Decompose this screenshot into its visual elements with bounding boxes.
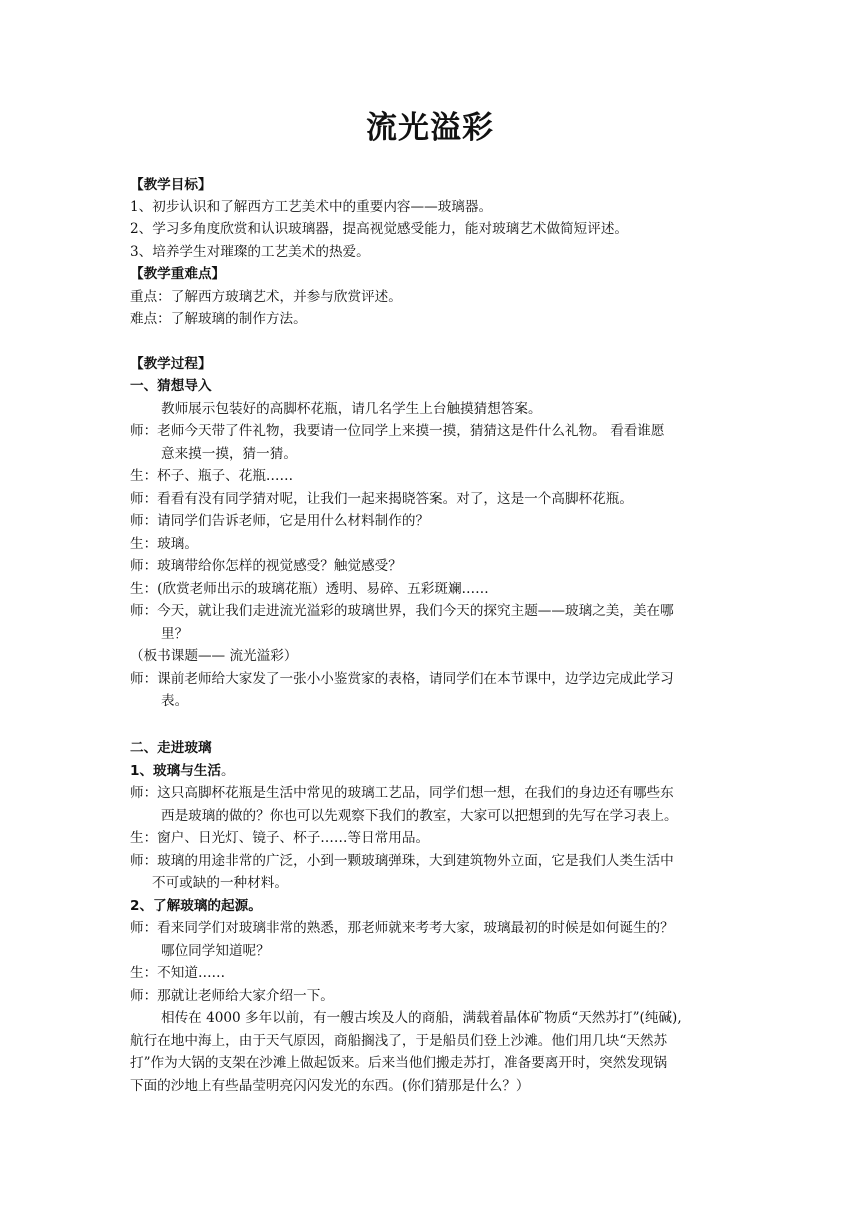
- subsection-1-title: 1、玻璃与生活: [130, 763, 222, 779]
- part2-header: 二、走进玻璃: [130, 740, 212, 756]
- dialogue-line: 生：杯子、瓶子、花瓶……: [130, 468, 294, 484]
- dialogue-line: 师：玻璃带给你怎样的视觉感受？触觉感受？: [130, 558, 402, 574]
- dialogue-line: 师：老师今天带了件礼物，我要请一位同学上来摸一摸，猜猜这是件什么礼物。 看看谁愿: [130, 423, 665, 439]
- dialogue-line: 师：看看有没有同学猜对呢，让我们一起来揭晓答案。对了，这是一个高脚杯花瓶。: [130, 491, 633, 507]
- dialogue-line: 表。: [161, 693, 189, 709]
- dialogue-line: 师：这只高脚杯花瓶是生活中常见的玻璃工艺品，同学们想一想，在我们的身边还有哪些东: [130, 785, 674, 801]
- subsection-1-header: [130, 760, 735, 782]
- story-paragraph-line: 相传在 4000 多年以前，有一艘古埃及人的商船，满载着晶体矿物质“天然苏打”(纯碱),: [161, 1010, 682, 1026]
- part1-header: 一、猜想导入: [130, 378, 212, 394]
- goal-item-2: 2、学习多角度欣赏和认识玻璃器，提高视觉感受能力，能对玻璃艺术做简短评述。: [130, 221, 629, 237]
- hard-point: 难点：了解玻璃的制作方法。: [130, 311, 307, 327]
- dialogue-line: 生：玻璃。: [130, 536, 198, 552]
- paragraph-line: 教师展示包装好的高脚杯花瓶，请几名学生上台触摸猜想答案。: [161, 401, 542, 417]
- dialogue-line: 师：课前老师给大家发了一张小小鉴赏家的表格，请同学们在本节课中，边学边完成此学习: [130, 671, 674, 687]
- story-paragraph-line: 下面的沙地上有些晶莹明亮闪闪发光的东西。(你们猜那是什么？）: [130, 1078, 530, 1094]
- dialogue-line: 师：那就让老师给大家介绍一下。: [130, 988, 334, 1004]
- subsection-2-header: 2、了解玻璃的起源。: [130, 898, 262, 914]
- dialogue-line: 生：不知道……: [130, 965, 226, 981]
- dialogue-line: 生：(欣赏老师出示的玻璃花瓶）透明、易碎、五彩斑斓……: [130, 581, 489, 597]
- dialogue-line: 师：玻璃的用途非常的广泛，小到一颗玻璃弹珠，大到建筑物外立面，它是我们人类生活中: [130, 853, 674, 869]
- dialogue-line: 意来摸一摸，猜一猜。: [161, 446, 297, 462]
- process-header: 【教学过程】: [130, 356, 212, 372]
- dialogue-line: 师：看来同学们对玻璃非常的熟悉，那老师就来考考大家，玻璃最初的时候是如何诞生的？: [130, 920, 674, 936]
- page-title: 流光溢彩: [366, 110, 494, 146]
- dialogue-line: 西是玻璃的做的？你也可以先观察下我们的教室，大家可以把想到的先写在学习表上。: [161, 808, 678, 824]
- difficulty-header: 【教学重难点】: [130, 266, 226, 282]
- key-point: 重点：了解西方玻璃艺术，并参与欣赏评述。: [130, 289, 402, 305]
- dialogue-line: 生：窗户、日光灯、镜子、杯子……等日常用品。: [130, 830, 430, 846]
- dialogue-line: 不可或缺的一种材料。: [152, 875, 288, 891]
- subsection-1-dot: 。: [221, 763, 235, 779]
- story-paragraph-line: 打”作为大锅的支架在沙滩上做起饭来。后来当他们搬走苏打，准备要离开时，突然发现锅: [130, 1055, 668, 1071]
- story-paragraph-line: 航行在地中海上，由于天气原因，商船搁浅了，于是船员们登上沙滩。他们用几块“天然苏: [130, 1033, 668, 1049]
- dialogue-line: 师：今天，就让我们走进流光溢彩的玻璃世界，我们今天的探究主题——玻璃之美，美在哪: [130, 603, 674, 619]
- board-note: （板书课题—— 流光溢彩）: [130, 648, 298, 664]
- dialogue-line: 师：请同学们告诉老师，它是用什么材料制作的？: [130, 513, 430, 529]
- goal-item-3: 3、培养学生对璀璨的工艺美术的热爱。: [130, 244, 370, 260]
- dialogue-line: 里？: [161, 626, 189, 642]
- goal-item-1: 1、初步认识和了解西方工艺美术中的重要内容——玻璃器。: [130, 199, 493, 215]
- goals-header: 【教学目标】: [130, 177, 212, 193]
- dialogue-line: 哪位同学知道呢？: [161, 943, 270, 959]
